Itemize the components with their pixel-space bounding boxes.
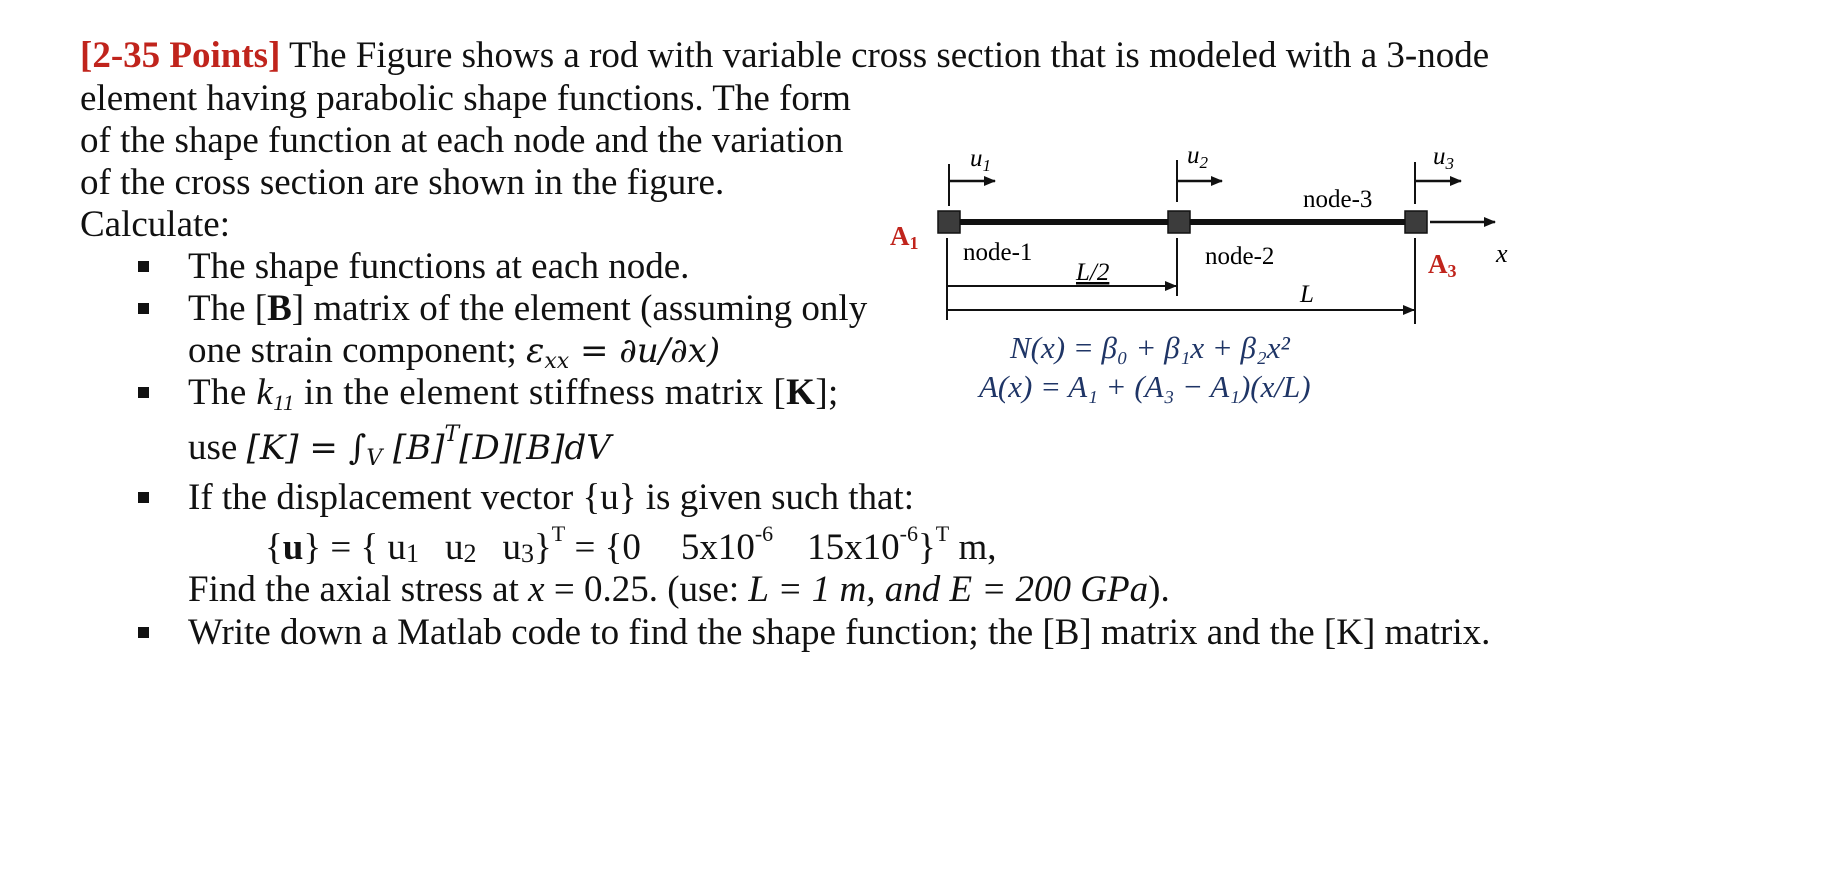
intro-line-4: of the cross section are shown in the figure.: [80, 162, 725, 203]
eq-value-3: 15x10: [807, 527, 900, 568]
eq-exp-2: -6: [899, 521, 918, 546]
node-3-label: node-3: [1303, 186, 1373, 213]
eq-u-bold: u: [282, 527, 304, 568]
half-length-label: L/2: [1076, 259, 1110, 286]
strain-symbol: ε: [526, 331, 545, 371]
transpose-superscript: T: [444, 422, 460, 447]
strain-subscript: xx: [544, 349, 570, 374]
task-2-text-c: one strain component;: [188, 330, 527, 371]
eq-u2: u: [444, 527, 464, 568]
stiffness-eq-b: [B]: [382, 428, 445, 468]
intro-line-2: element having parabolic shape functions. The form: [80, 78, 851, 119]
eq-brace-close-2: }: [918, 527, 936, 568]
eq-unit: m,: [949, 527, 997, 568]
k11-subscript: 11: [273, 390, 295, 415]
eq-u3: u: [502, 527, 521, 568]
intro-line-5: Calculate:: [80, 204, 230, 245]
task-1: The shape functions at each node.: [188, 246, 690, 287]
task-3-text-c: ];: [815, 372, 839, 413]
task-5: Write down a Matlab code to find the shape function; the [B] matrix and the [K] matrix.: [188, 612, 1491, 653]
find-x: x: [528, 569, 545, 610]
find-text-a: Find the axial stress at: [188, 569, 529, 610]
task-3-text-a: The: [188, 372, 257, 413]
u2-label: $u_2$: [1187, 142, 1208, 172]
find-values: L = 1 m, and E = 200 GPa: [748, 569, 1149, 610]
task-3-text-d: use: [188, 427, 247, 468]
stiffness-eq-a: [K] = ∫: [246, 428, 367, 468]
task-2-bold-B: B: [267, 288, 292, 329]
eq-brace-open: {: [265, 527, 283, 568]
node-1-marker: [938, 211, 960, 233]
eq-transpose-2: T: [935, 521, 950, 546]
eq-equals-zero: = {0: [565, 527, 641, 568]
k11-symbol: k: [256, 372, 274, 413]
task-2-text-a: The [: [188, 288, 268, 329]
node-2-label: node-2: [1205, 243, 1275, 270]
area-equation: A(x) = A₁ + (A₃ − A₁)(x/L): [979, 369, 1311, 404]
task-4-line-1: If the displacement vector {u} is given such that:: [188, 477, 914, 518]
eq-brace-close: }: [533, 527, 552, 568]
node-1-label: node-1: [963, 239, 1033, 266]
stiffness-eq-c: [D][B]dV: [459, 428, 611, 468]
task-3-bold-K: K: [786, 372, 816, 413]
task-3-text-b: in the element stiffness matrix [: [294, 372, 787, 413]
task-2-text-b: ] matrix of the element (assuming only: [291, 288, 868, 329]
x-axis-label: x: [1496, 239, 1508, 268]
eq-transpose-1: T: [551, 521, 566, 546]
eq-value-2: 5x10: [680, 527, 755, 568]
node-3-marker: [1405, 211, 1427, 233]
find-text-d: ).: [1148, 569, 1170, 610]
A3-label: A3: [1428, 249, 1457, 281]
points-label: [2-35 Points]: [80, 35, 281, 76]
find-text-b: = 0.25. (use:: [544, 569, 749, 610]
u1-label: $u_1$: [970, 145, 991, 175]
intro-line-3: of the shape function at each node and the variation: [80, 120, 844, 161]
u3-label: $u_3$: [1433, 143, 1454, 173]
node-2-marker: [1168, 211, 1190, 233]
eq-sub-3: 3: [520, 539, 534, 568]
eq-sub-2: 2: [463, 539, 477, 568]
integral-subscript: V: [366, 446, 383, 471]
eq-part-a: } = { u: [303, 527, 406, 568]
length-label: L: [1300, 281, 1314, 308]
shape-function-equation: N(x) = β₀ + β₁x + β₂x²: [1010, 330, 1290, 365]
A1-label: A1: [890, 221, 919, 253]
eq-sub-1: 1: [405, 539, 419, 568]
strain-definition: = ∂u/∂x): [569, 331, 721, 371]
intro-text-1: The Figure shows a rod with variable cross section that is modeled with a 3-node: [289, 35, 1490, 76]
eq-exp-1: -6: [754, 521, 774, 546]
